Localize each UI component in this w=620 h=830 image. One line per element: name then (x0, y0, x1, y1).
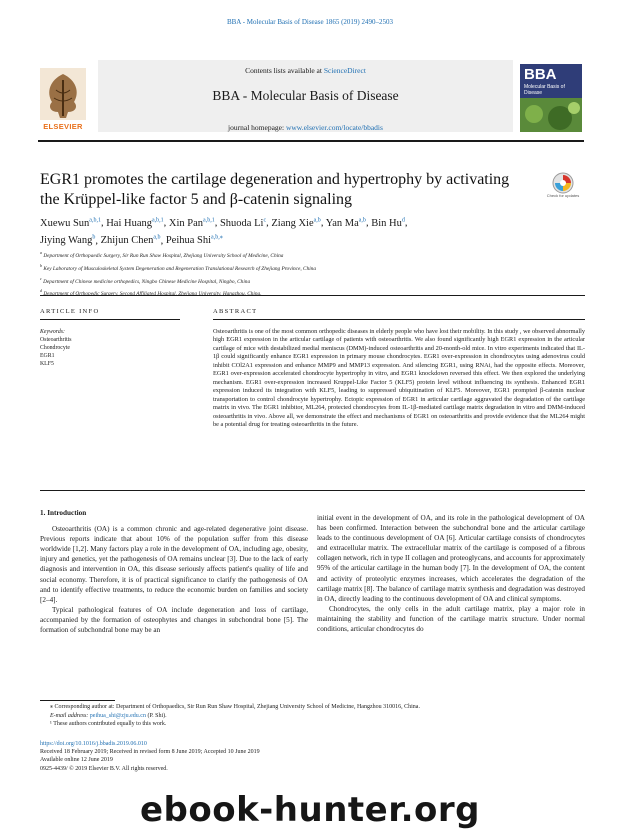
body-column-right (317, 513, 585, 634)
body-column-left (40, 508, 308, 635)
journal-reference[interactable]: BBA - Molecular Basis of Disease 1865 (2019) 2490–2503 (226, 18, 394, 26)
affiliation: $^c$ Department of Chinese medicine orthopedics, Ningbo Chinese Medicine Hospital, Ningbo, China (40, 275, 251, 285)
abstract-text: Osteoarthritis is one of the most common orthopedic diseases in elderly people who have lost their mobility. In this study , we observed abnormally high EGR1 expression in the articular cartilage of patients with osteoarthritis. We also found significantly high EGR1 expression in the articular cartilage of mice with destabilized medial meniscus (DMM)-induced osteoarthritis and 20-month-old mice. In vitro experiments indicated that IL-1β could significantly enhance EGR1 expression in primary mouse chondrocytes. EGR1 over-expression in chondrocytes using adenovirus could inhibit COl2A1 expression and enhance MMP9 and MMP13 expression. And silencing EGR1, using RNAi, had the opposite effects. Moreover, EGR1 over-expression accelerated chondrocyte hypertrophy in vitro, and EGR1 knockdown reversed this effect. We then explored the underlying mechanism. EGR1 over-expression increased Kruppel-Like Factor 5 (KLF5) protein level without influencing its synthesis. Enhanced EGR1 expression induced its integration with KLF5, leading to suppressed ubiquitination of KLF5. Moreover, EGR1 prompted β-catenin nuclear transportation to control chondrocyte hypertrophy. Ectopic expression of EGR1 in articular cartilage aggravated the degradation of the cartilage matrix in vivo. The EGR1 inhibitor, ML264, protected chondrocytes from IL-1β-mediated cartilage matrix degradation in vitro and DMM-induced osteoarthritis in vivo. Above all, we demonstrate the effect and mechanisms of EGR1 on osteoarthritis and provide evidence that the ML264 might be a potential drug for treating osteoarthritis in the future. (213, 328, 585, 428)
keywords-label: Keywords: (40, 329, 65, 335)
copyright: 0925-4439/ © 2019 Elsevier B.V. All rights reserved. (40, 765, 168, 772)
affiliation: d (40, 288, 42, 294)
crossmark-icon (550, 172, 576, 194)
cover-image (520, 100, 582, 132)
divider (213, 319, 585, 320)
affiliation: $^b$ Key Laboratory of Musculoskeletal System Degeneration and Regeneration Translational Research of Zhejiang Province, China (40, 262, 316, 272)
affiliations (40, 248, 580, 299)
online-date: Available online 12 June 2019 (40, 757, 113, 764)
cover-subtitle: Molecular Basis of Disease (524, 84, 565, 96)
article-title: EGR1 promotes the cartilage degeneration and hypertrophy by activating the Krüppel-like factor 5 and β-catenin signaling (40, 171, 510, 208)
crossmark-button[interactable] (550, 172, 576, 206)
watermark: ebook-hunter.org (139, 790, 481, 830)
keyword: Chondrocyte (40, 345, 70, 351)
author[interactable]: Hai Huang$^{a,b,1}$ (106, 217, 164, 229)
section-title: 1. Introduction (40, 509, 87, 517)
elsevier-logo (38, 66, 88, 136)
header-rule (38, 140, 584, 142)
paragraph: initial event in the development of OA, and its role in the pathological development of OA has been confirmed. Interaction between the subchondral bone and the articular cartilage leads to the continuous development of OA [6]. Articular cartilage consists of chondrocytes and extracellular matrix. The extracellular matrix of the cartilage is composed of a fibrous collagen network, rich in type II collagen and proteoglycans, and accounts for approximately 95% of the articular cartilage in the human body [7]. In the development of OA, the content and activity of proteolytic enzymes increases, which accelerates the degradation of the cartilage matrix [8]. The balance of cartilage matrix synthesis and degradation was destroyed in OA, directly leading to the continuous development of OA and clinical symptoms. (317, 514, 585, 603)
email-link[interactable]: peihua_shi@zju.edu.cn (89, 712, 146, 719)
sciencedirect-link[interactable]: ScienceDirect (323, 66, 366, 75)
author[interactable]: Zhijun Chen$^{a,b}$ (100, 234, 161, 246)
homepage-link[interactable]: www.elsevier.com/locate/bbadis (285, 123, 383, 132)
footnote-rule (40, 700, 115, 701)
author[interactable]: Shuoda Li$^c$ (219, 217, 267, 229)
cover-title: BBA (524, 66, 557, 83)
journal-cover (520, 64, 582, 132)
equal-contribution-note: ¹ These authors contributed equally to this work. (50, 721, 167, 727)
author[interactable]: Yan Ma$^{a,b}$ (325, 217, 366, 229)
author[interactable]: Ziang Xie$^{a,b}$ (271, 217, 321, 229)
article-info-heading: ARTICLE INFO (40, 308, 100, 315)
divider (40, 490, 585, 491)
paragraph: Typical pathological features of OA include degeneration and loss of cartilage, accompanied by the formation of osteophytes and changes in subchondral bone [5]. The formation of subchondral bone may be an (40, 605, 308, 635)
abstract-heading: ABSTRACT (213, 308, 258, 315)
publisher-logo-text: ELSEVIER (43, 122, 83, 131)
keywords-block (40, 328, 180, 368)
keyword: KLF5 (40, 361, 54, 367)
email-note: E-mail address: peihua_shi@zju.edu.cn (P. Shi). (50, 712, 167, 719)
affiliation: $^a$ Department of Orthopaedic Surgery, Sir Run Run Shaw Hospital, Zhejiang University School of Medicine, China (40, 250, 284, 259)
author[interactable]: Bin Hu$^d$ (371, 217, 405, 229)
author[interactable]: Xuewu Sun$^{a,b,1}$ (40, 217, 101, 229)
journal-homepage (98, 123, 513, 132)
keyword: EGR1 (40, 353, 55, 359)
footnotes (40, 703, 580, 729)
doi-link[interactable]: https://doi.org/10.1016/j.bbadis.2019.06.010 (40, 741, 147, 747)
contents-prefix: Contents lists available at (245, 66, 324, 75)
journal-title: BBA - Molecular Basis of Disease (212, 88, 399, 103)
divider (40, 319, 180, 320)
contents-line (98, 66, 513, 75)
crossmark-label: Check for updates (546, 193, 580, 198)
doi-block (40, 740, 580, 773)
homepage-prefix: journal homepage: (228, 123, 286, 132)
received-dates: Received 18 February 2019; Received in revised form 8 June 2019; Accepted 10 June 2019 (40, 749, 260, 756)
author[interactable]: Peihua Shi$^{a,b,⁎}$ (165, 234, 223, 246)
divider (40, 295, 585, 296)
author[interactable]: Xin Pan$^{a,b,1}$ (168, 217, 215, 229)
paragraph: Osteoarthritis (OA) is a common chronic and age-related degenerative joint disease. Previous reports indicate that about 10% of the population suffer from this disease worldwide [1,2]. Many factors play a role in the development of OA, including age, obesity, injury and genetics, yet the pathogenesis of OA remains unclear [3]. Due to the lack of early diagnosis and intervention in OA, this disease seriously affects patient's quality of life and social economy. Therefore, it is of practical significance to clarify the pathogenesis of OA and to identify effective treatments, to reduce the economic burden on families and society [2–4]. (40, 525, 308, 604)
author[interactable]: Jiying Wang$^b$ (40, 234, 96, 246)
corresponding-author-note: ⁎ Corresponding author at: Department of Orthopaedics, Sir Run Run Shaw Hospital, Zhejiang University School of Medicine, Hangzhou 310016, China. (50, 704, 420, 710)
paragraph: Chondrocytes, the only cells in the adult cartilage matrix, play a major role in maintaining the stability and function of the cartilage matrix structure. Under normal conditions, articular chondrocytes do (317, 604, 585, 634)
author-list: Xuewu Sun$^{a,b,1}$, Hai Huang$^{a,b,1}$, Xin Pan$^{a,b,1}$, Shuoda Li$^c$, Ziang Xie$^{a,b}$, Yan Ma$^{a,b}$, Bin Hu$^d$, Jiying Wang$^b$, Zhijun Chen$^{a,b}$, Peihua Shi$^{a,b,⁎}$ (40, 217, 408, 246)
keyword: Osteoarthritis (40, 337, 72, 343)
